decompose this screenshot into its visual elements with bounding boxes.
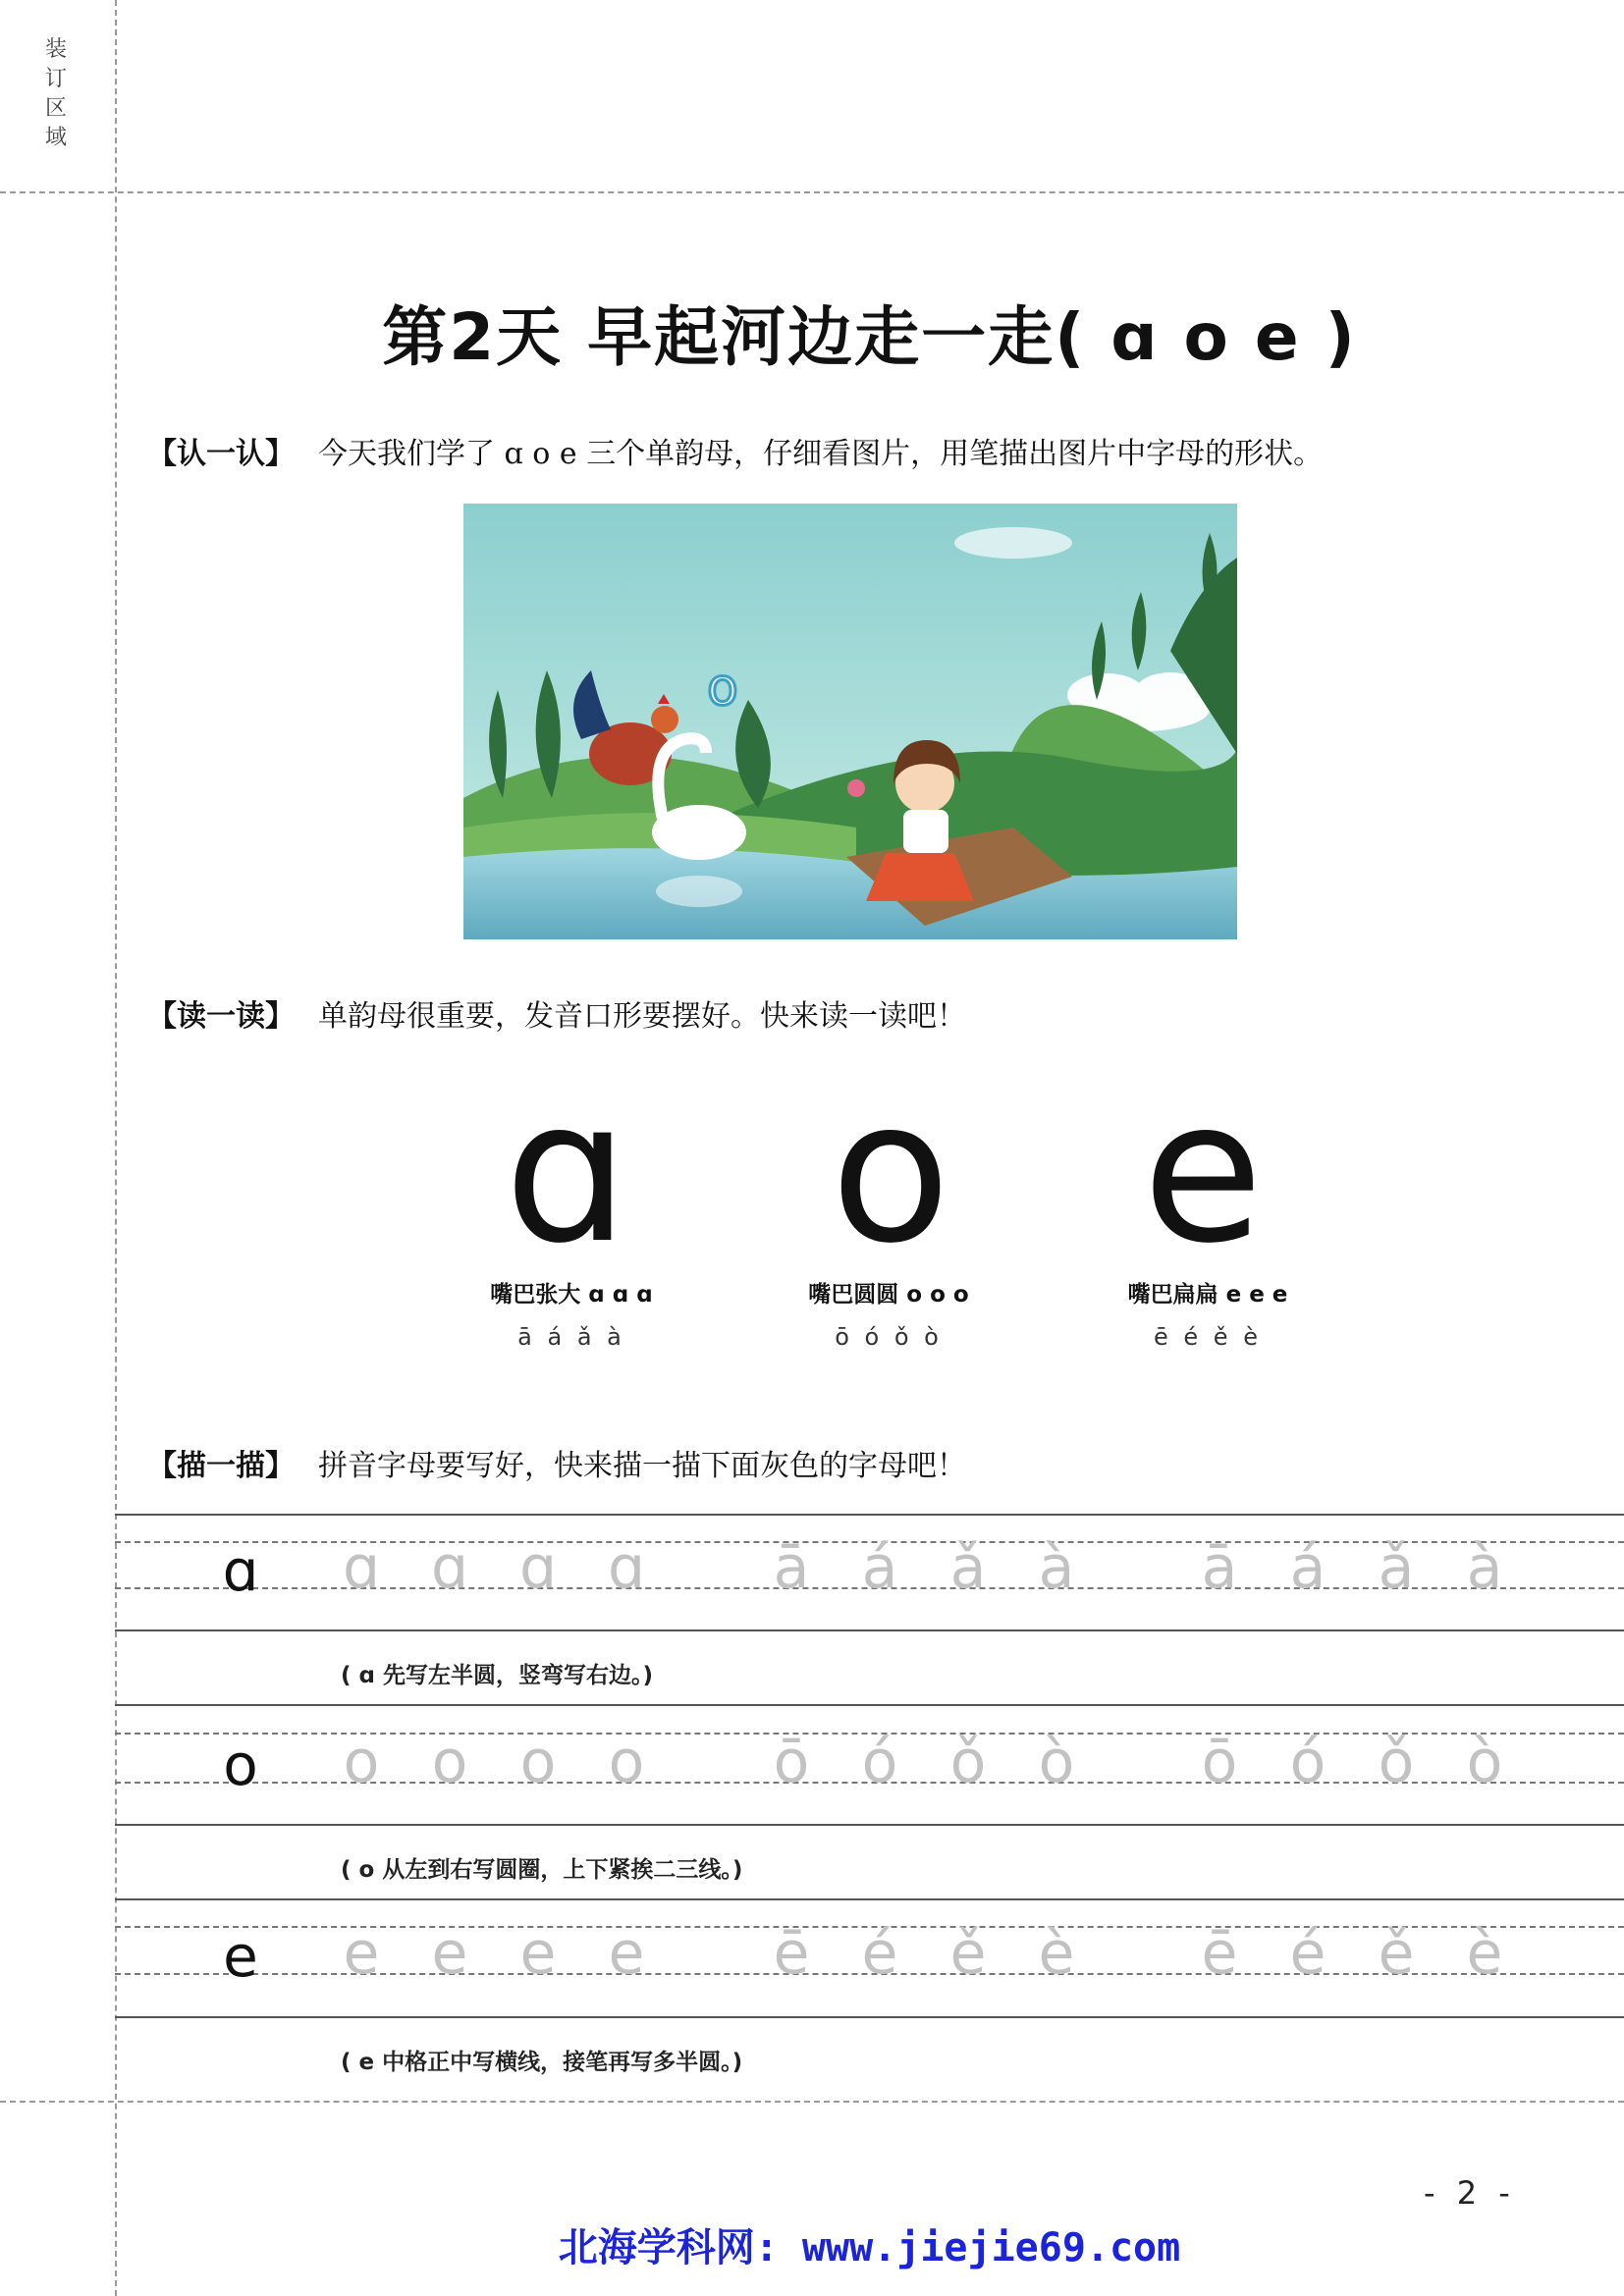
riverside-illustration [463, 504, 1237, 939]
trace-letter: o [519, 1728, 557, 1796]
page-number: - 2 - [1424, 2174, 1516, 2212]
section-read-label: 【读一读】 [147, 999, 295, 1034]
trace-letter: è [1466, 1919, 1503, 1988]
trace-letter: ɑ [518, 1533, 558, 1602]
website-footer: 北海学科网: www.jiejie69.com [558, 2225, 1181, 2270]
trace-letter: á [1289, 1533, 1326, 1602]
trace-letter: è [1038, 1919, 1075, 1988]
trace-letter: ā [773, 1533, 810, 1602]
trace-letter: ō [773, 1728, 810, 1796]
trace-letter: ō [1201, 1728, 1238, 1796]
practice-hint-o: ( o 从左到右写圆圈，上下紧挨二三线。) [341, 1857, 743, 1883]
writing-line [115, 1898, 1624, 1900]
vowel-o-big: o [830, 1058, 951, 1287]
practice-hint-a: ( ɑ 先写左半圆，竖弯写右边。) [341, 1663, 654, 1688]
section-recognize-text: 今天我们学了 ɑ o e 三个单韵母，仔细看图片，用笔描出图片中字母的形状。 [318, 437, 1324, 471]
trace-letter: ē [1201, 1919, 1238, 1988]
vowel-a-caption: 嘴巴张大 ɑ ɑ ɑ [490, 1282, 653, 1308]
trace-letter: ò [1038, 1728, 1075, 1796]
section-trace-label: 【描一描】 [147, 1449, 295, 1483]
writing-line [115, 1514, 1624, 1516]
writing-line [115, 2016, 1624, 2018]
trace-letter: ā [1201, 1533, 1238, 1602]
trace-letter: ɑ [430, 1533, 469, 1602]
trace-letter: ó [1289, 1728, 1326, 1796]
trace-letter: e [431, 1919, 468, 1988]
writing-line [115, 1704, 1624, 1706]
trace-letter: à [1466, 1533, 1503, 1602]
vowel-e-tones: ē é ě è [1154, 1323, 1262, 1351]
vowel-a-tones: ā á ǎ à [517, 1323, 625, 1351]
practice-hint-e: ( e 中格正中写横线，接笔再写多半圆。) [341, 2050, 743, 2075]
trace-letter: ǒ [1378, 1728, 1415, 1796]
trace-letter: ɑ [607, 1533, 646, 1602]
trace-letter: ě [949, 1919, 987, 1988]
practice-letter-e: e [223, 1923, 258, 1990]
binding-area-label: 装订区域 [44, 37, 67, 150]
trace-letter: e [608, 1919, 645, 1988]
trace-letter: o [608, 1728, 645, 1796]
trace-letter: o [431, 1728, 468, 1796]
trace-letter: o [343, 1728, 380, 1796]
section-recognize [147, 429, 1323, 472]
vowel-e-caption: 嘴巴扁扁 e e e [1127, 1282, 1288, 1308]
practice-letter-o: o [223, 1732, 258, 1798]
top-cut-line [0, 191, 1624, 193]
section-recognize-label: 【认一认】 [147, 437, 295, 471]
trace-letter: á [861, 1533, 898, 1602]
illustration-letter: o [707, 659, 738, 718]
writing-line [115, 1629, 1624, 1631]
trace-letter: e [519, 1919, 557, 1988]
bottom-cut-line [0, 2101, 1624, 2103]
section-trace [147, 1441, 966, 1484]
trace-letter: é [861, 1919, 898, 1988]
trace-letter: ǎ [1378, 1533, 1415, 1602]
trace-letter: ě [1378, 1919, 1415, 1988]
vowel-a-big: ɑ [504, 1058, 629, 1287]
trace-letter: ɑ [342, 1533, 381, 1602]
trace-letter: ò [1466, 1728, 1503, 1796]
trace-letter: ǒ [949, 1728, 987, 1796]
trace-letter: e [343, 1919, 380, 1988]
trace-letter: à [1038, 1533, 1075, 1602]
vowel-e-big: e [1142, 1058, 1264, 1287]
writing-line [115, 1824, 1624, 1826]
trace-letter: ē [773, 1919, 810, 1988]
page-title: 第2天 早起河边走一走( ɑ o e ) [382, 299, 1357, 375]
trace-letter: é [1289, 1919, 1326, 1988]
trace-letter: ǎ [949, 1533, 987, 1602]
section-read-text: 单韵母很重要，发音口形要摆好。快来读一读吧！ [318, 999, 966, 1034]
vowel-o-caption: 嘴巴圆圆 o o o [808, 1282, 969, 1308]
trace-letter: ó [861, 1728, 898, 1796]
vowel-o-tones: ō ó ǒ ò [835, 1323, 943, 1351]
section-trace-text: 拼音字母要写好，快来描一描下面灰色的字母吧！ [318, 1449, 966, 1483]
practice-letter-a: ɑ [222, 1537, 259, 1604]
section-read [147, 991, 966, 1035]
